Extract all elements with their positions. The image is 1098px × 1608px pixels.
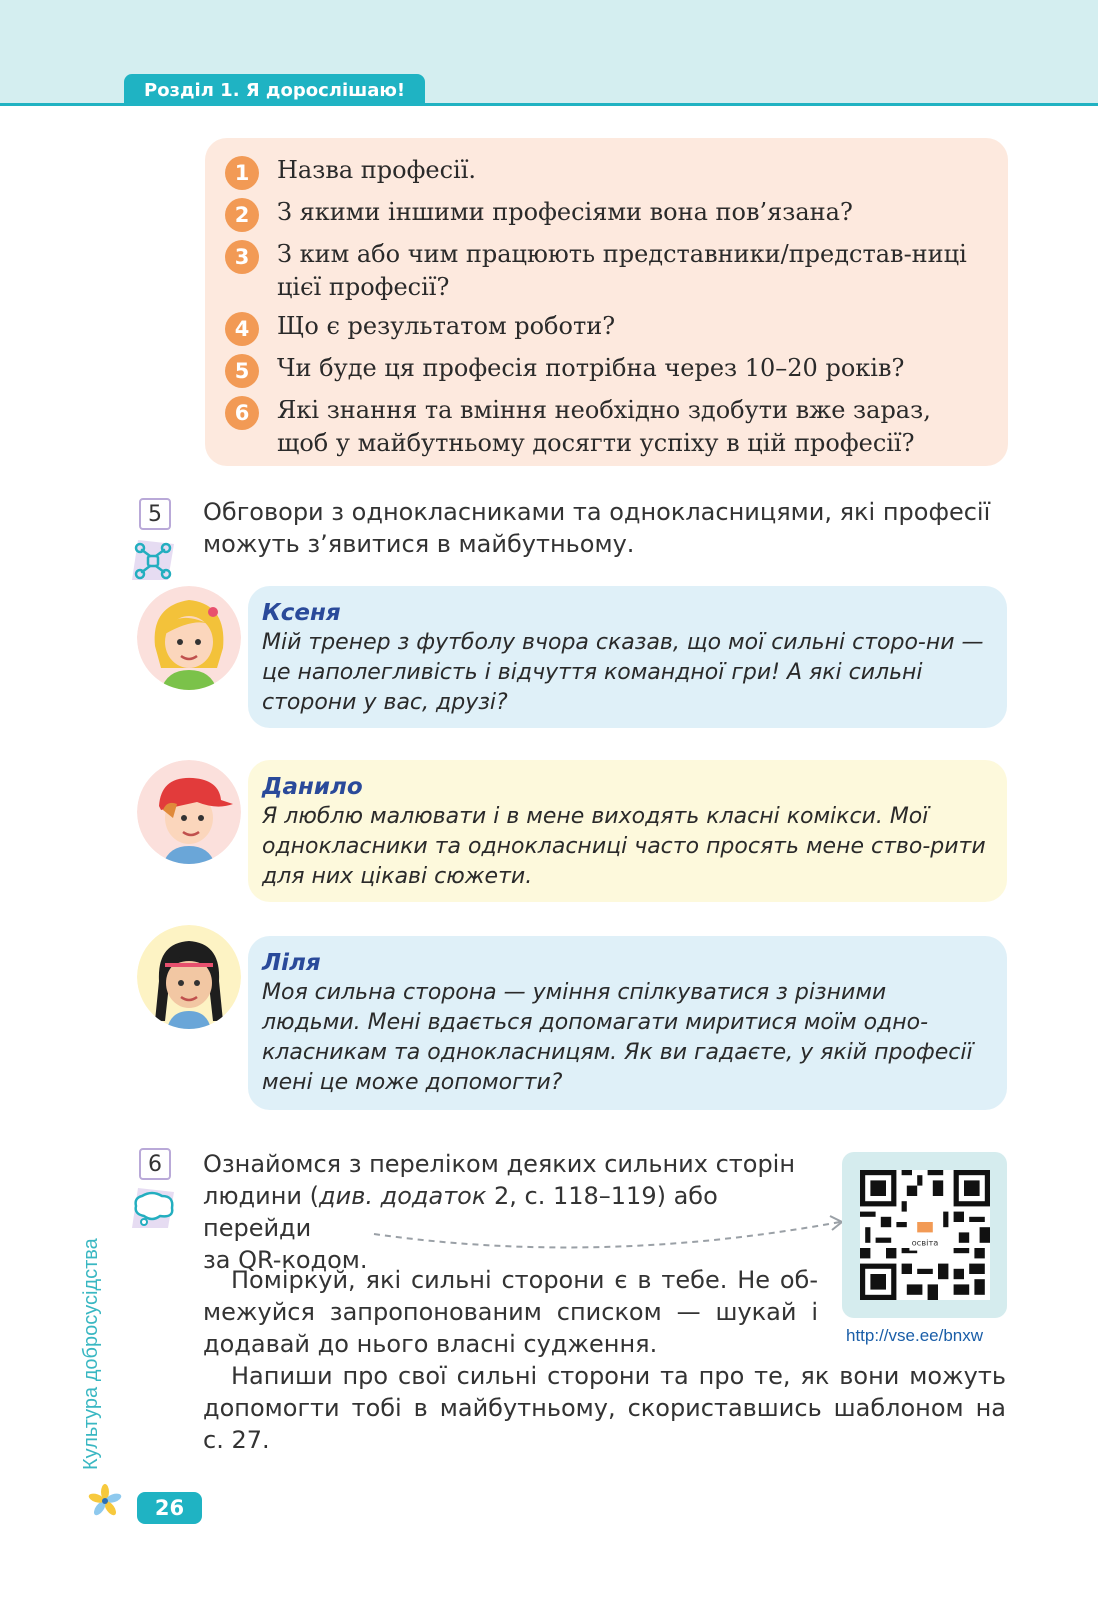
speaker-name: Данило	[262, 774, 363, 800]
flower-icon	[88, 1484, 122, 1518]
speech-text: Моя сильна сторона — уміння спілкуватися з різними людьми. Мені вдається допомагати миритися моїм одно-класникам та однокласницям. Як ви гадаєте, у якій професії мені це може допомогти?	[262, 980, 973, 1095]
danylo-avatar	[137, 760, 241, 864]
group-work-icon	[128, 536, 178, 586]
question-text: Чи буде ця професія потрібна через 10–20 років?	[277, 354, 905, 382]
speech-text: Я люблю малювати і в мене виходять класні комікси. Мої однокласники та однокласниці часто просять мене ство-рити для них цікаві сюжети.	[262, 804, 986, 889]
question-number: 5	[225, 354, 259, 388]
qr-logo-text: освіта	[911, 1237, 939, 1248]
question-text: З якими іншими професіями вона пов’язана?	[277, 198, 853, 226]
qr-code-panel	[842, 1152, 1007, 1318]
page-number: 26	[137, 1492, 202, 1524]
question-text: Назва професії.	[277, 156, 476, 184]
side-label: Культура добросусідства	[80, 1238, 102, 1470]
question-item	[225, 352, 988, 388]
question-number: 3	[225, 240, 259, 274]
question-item	[225, 154, 988, 190]
task-number: 6	[139, 1148, 171, 1180]
speech-text: Мій тренер з футболу вчора сказав, що мої сильні сторо-ни — це наполегливість і відчуття командної гри! А які сильні сторони у вас, друзі?	[262, 630, 984, 715]
question-number: 6	[225, 396, 259, 430]
danylo-bubble	[248, 760, 1007, 902]
question-text: З ким або чим працюють представники/представ-ниці цієї професії?	[277, 240, 967, 301]
task6-line: за QR-кодом.	[203, 1246, 368, 1274]
task-number: 5	[139, 498, 171, 530]
qr-url-link[interactable]: http://vse.ee/bnxw	[846, 1326, 984, 1345]
task5-text: Обговори з однокласниками та однокласницями, які професії можуть з’явитися в майбутньому.	[203, 498, 991, 558]
question-item	[225, 310, 988, 346]
ksenia-avatar	[137, 586, 241, 690]
question-item	[225, 196, 988, 232]
section-tab: Розділ 1. Я дорослішаю!	[124, 74, 425, 106]
ksenia-bubble	[248, 586, 1007, 728]
lilia-avatar	[137, 925, 241, 1029]
lilia-bubble	[248, 936, 1007, 1110]
question-text: Які знання та вміння необхідно здобути вже зараз, щоб у майбутньому досягти успіху в цій професії?	[277, 396, 931, 457]
question-text: Що є результатом роботи?	[277, 312, 616, 340]
speaker-name: Ксеня	[262, 600, 341, 626]
arrow-to-qr	[370, 1210, 850, 1270]
question-item	[225, 238, 988, 304]
question-item	[225, 394, 988, 460]
question-number: 2	[225, 198, 259, 232]
speaker-name: Ліля	[262, 950, 321, 976]
question-number: 4	[225, 312, 259, 346]
qr-code[interactable]	[860, 1170, 990, 1300]
text-fragment: 2, с. 118–119) або перейди	[203, 1182, 718, 1242]
question-number: 1	[225, 156, 259, 190]
questions-box	[205, 138, 1008, 466]
appendix-reference: див. додаток	[319, 1182, 487, 1210]
paragraph: Поміркуй, які сильні сторони є в тебе. Не об-межуйся запропонованим списком — шукай і додавай до нього власні судження.	[203, 1266, 818, 1358]
paragraph: Напиши про свої сильні сторони та про те, як вони можуть допомогти тобі в майбутньому, скориставшись шаблоном на с. 27.	[203, 1362, 1006, 1454]
speech-bubble-icon	[128, 1184, 178, 1234]
task6-line: Ознайомся з переліком деяких сильних сторін	[203, 1150, 796, 1178]
text-fragment: людини (	[203, 1182, 320, 1210]
